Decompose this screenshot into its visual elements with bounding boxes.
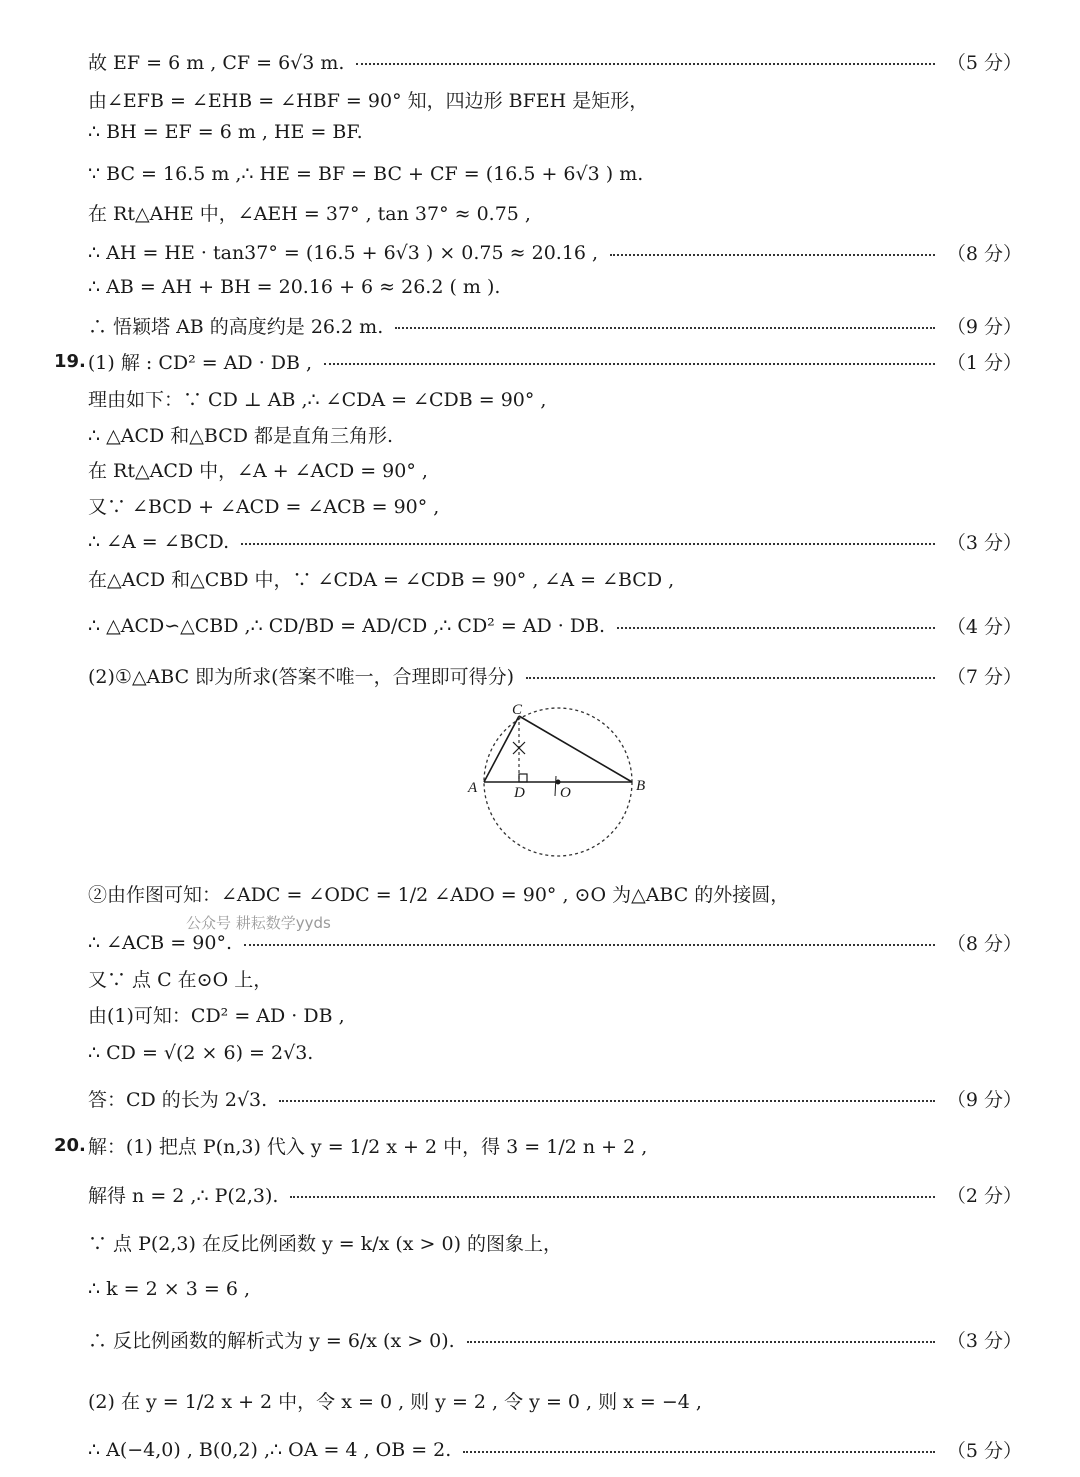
line-text: ∴ △ACD∽△CBD ,∴ CD/BD = AD/CD ,∴ CD² = AD · DB. <box>88 614 606 637</box>
line-text: ∴ AB = AH + BH = 20.16 + 6 ≈ 26.2 ( m ). <box>88 276 501 298</box>
solution-line <box>88 662 1022 689</box>
solution-line <box>88 1229 1022 1256</box>
line-text: 解得 n = 2 ,∴ P(2,3). <box>88 1185 279 1207</box>
dot-leader <box>463 1451 935 1453</box>
line-text: ②由作图可知：∠ADC = ∠ODC = 1/2 ∠ADO = 90° , ⊙O 为△ABC 的外接圆， <box>88 884 790 906</box>
solution-line <box>88 48 1022 75</box>
score-label: （8 分） <box>946 243 1022 265</box>
dot-leader <box>244 944 935 946</box>
solution-line <box>88 163 1022 185</box>
segment-ac <box>484 716 519 782</box>
solution-line <box>88 1387 1022 1414</box>
line-text: ∵ BC = 16.5 m ,∴ HE = BF = BC + CF = (16.5 + 6√3 ) m. <box>88 163 644 185</box>
dot-leader <box>526 677 935 679</box>
solution-line <box>88 239 1022 266</box>
solution-line <box>88 1326 1022 1353</box>
score-label: （3 分） <box>946 532 1022 554</box>
solution-line <box>88 565 1022 592</box>
triangle-circle-figure <box>460 696 660 860</box>
label-d: D <box>514 785 525 801</box>
question-number: 19. <box>54 351 86 372</box>
center-tick <box>555 776 556 796</box>
solution-line <box>88 1042 1022 1064</box>
label-o: O <box>560 785 571 801</box>
question-number: 20. <box>54 1135 86 1156</box>
label-c: C <box>512 702 523 718</box>
solution-line <box>88 421 1022 448</box>
score-label: （5 分） <box>946 52 1022 74</box>
dot-leader <box>279 1100 935 1102</box>
line-text: 在 Rt△AHE 中，∠AEH = 37° , tan 37° ≈ 0.75 , <box>88 203 531 225</box>
dot-leader <box>467 1341 935 1343</box>
dot-leader <box>290 1196 934 1198</box>
dot-leader <box>617 627 935 629</box>
line-text: 在△ACD 和△CBD 中，∵ ∠CDA = ∠CDB = 90° , ∠A = ∠BCD , <box>88 569 675 591</box>
score-label: （4 分） <box>946 616 1022 638</box>
line-text: ∴ BH = EF = 6 m , HE = BF. <box>88 121 363 143</box>
watermark: 公众号 耕耘数学yyds <box>186 914 331 932</box>
solution-line <box>88 880 1022 907</box>
question-19-line <box>54 348 1022 375</box>
solution-line <box>88 1181 1022 1208</box>
score-label: （9 分） <box>946 1089 1022 1111</box>
score-label: （3 分） <box>946 1330 1022 1352</box>
dot-leader <box>324 363 935 365</box>
dot-leader <box>356 63 934 65</box>
line-text: ∴ 悟颖塔 AB 的高度约是 26.2 m. <box>88 316 384 338</box>
solution-line <box>88 276 1022 298</box>
line-text: ∴ AH = HE · tan37° = (16.5 + 6√3 ) × 0.75 ≈ 20.16 , <box>88 241 599 264</box>
score-label: （2 分） <box>946 1185 1022 1207</box>
solution-line <box>88 385 1022 412</box>
solution-line <box>88 965 1022 992</box>
line-text: 解：(1) 把点 P(n,3) 代入 y = 1/2 x + 2 中，得 3 = 1/2 n + 2 , <box>87 1136 648 1158</box>
solution-line <box>88 312 1022 339</box>
solution-line <box>88 1436 1022 1463</box>
line-text: ∴ ∠ACB = 90°. <box>88 931 232 954</box>
label-b: B <box>636 778 646 794</box>
score-label: （5 分） <box>946 1440 1022 1462</box>
solution-line <box>88 86 1022 113</box>
score-label: （1 分） <box>946 352 1022 374</box>
solution-line <box>88 929 1022 956</box>
label-a: A <box>468 780 478 796</box>
dot-leader <box>610 254 935 256</box>
solution-line <box>88 492 1022 519</box>
line-text: ∴ ∠A = ∠BCD. <box>88 530 230 553</box>
solution-line <box>88 1085 1022 1112</box>
solution-line <box>88 456 1022 483</box>
solution-line <box>88 199 1022 226</box>
score-label: （9 分） <box>946 316 1022 338</box>
line-text: 由(1)可知：CD² = AD · DB , <box>88 1005 345 1027</box>
line-text: ∴ A(−4,0) , B(0,2) ,∴ OA = 4 , OB = 2. <box>88 1438 452 1461</box>
score-label: （8 分） <box>946 933 1022 955</box>
line-text: ∴ CD = √(2 × 6) = 2√3. <box>88 1042 314 1064</box>
segment-bc <box>519 716 632 782</box>
line-text: ∵ 点 P(2,3) 在反比例函数 y = k/x (x > 0) 的图象上， <box>88 1233 563 1255</box>
line-text: ∴ △ACD 和△BCD 都是直角三角形. <box>88 425 394 447</box>
right-angle-mark <box>519 774 527 782</box>
line-text: (1) 解 : CD² = AD · DB , <box>87 352 313 374</box>
dot-leader <box>241 543 935 545</box>
line-text: 在 Rt△ACD 中，∠A + ∠ACD = 90° , <box>88 460 428 482</box>
solution-line <box>88 1278 1022 1300</box>
line-text: (2) 在 y = 1/2 x + 2 中，令 x = 0 , 则 y = 2 , 令 y = 0 , 则 x = −4 , <box>88 1391 702 1413</box>
solution-line <box>88 121 1022 143</box>
line-text: 又∵ ∠BCD + ∠ACD = ∠ACB = 90° , <box>88 496 440 518</box>
score-label: （7 分） <box>946 666 1022 688</box>
line-text: 故 EF = 6 m , CF = 6√3 m. <box>88 52 345 74</box>
line-text: 由∠EFB = ∠EHB = ∠HBF = 90° 知，四边形 BFEH 是矩形， <box>88 90 649 112</box>
line-text: ∴ k = 2 × 3 = 6 , <box>88 1278 250 1300</box>
question-20-line <box>54 1132 1022 1159</box>
solution-line <box>88 612 1022 639</box>
line-text: 又∵ 点 C 在⊙O 上， <box>88 969 273 991</box>
line-text: 理由如下：∵ CD ⊥ AB ,∴ ∠CDA = ∠CDB = 90° , <box>88 389 547 411</box>
dot-leader <box>395 327 935 329</box>
line-text: ∴ 反比例函数的解析式为 y = 6/x (x > 0). <box>88 1330 455 1352</box>
solution-line <box>88 1001 1022 1028</box>
line-text: 答：CD 的长为 2√3. <box>88 1089 268 1111</box>
solution-line <box>88 528 1022 555</box>
line-text: (2)①△ABC 即为所求(答案不唯一，合理即可得分) <box>88 666 514 688</box>
